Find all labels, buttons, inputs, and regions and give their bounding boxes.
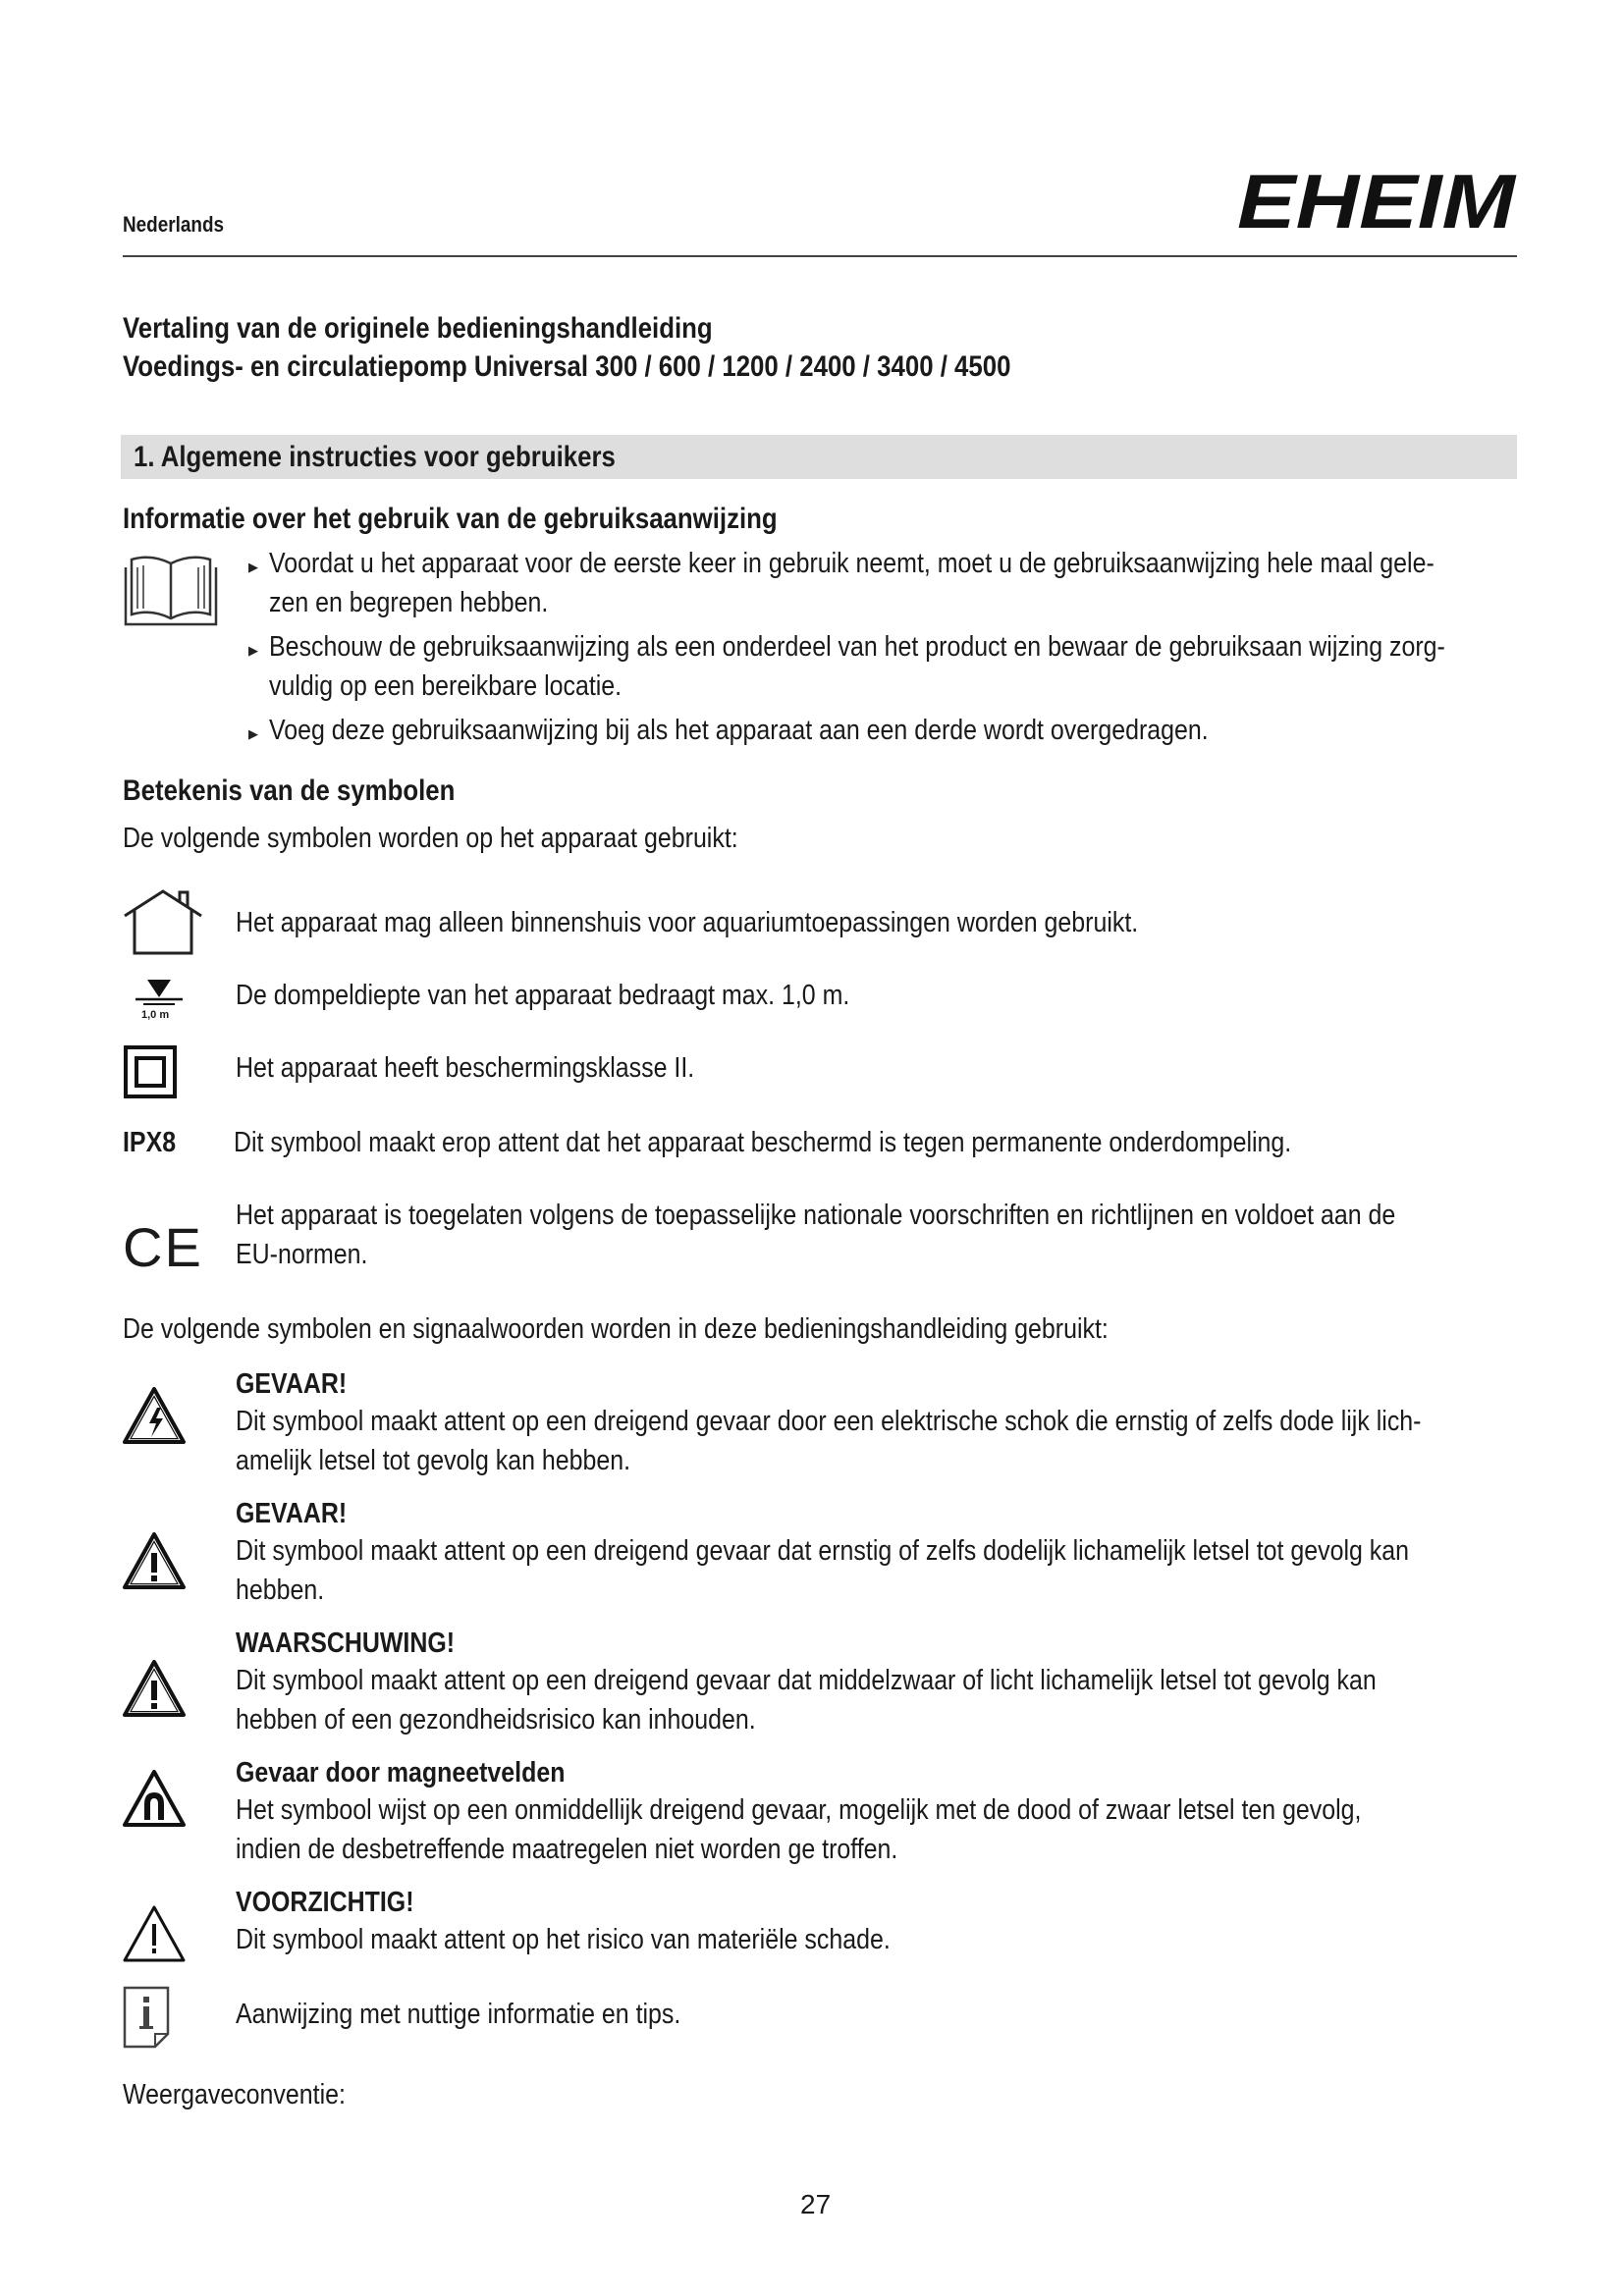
bullet-icon: ▶ (248, 726, 258, 741)
symbol-text-ipx8: Dit symbool maakt erop attent dat het apparaat beschermd is tegen permanente onderdompeling. (234, 1127, 1292, 1158)
signal-2-line1: Dit symbool maakt attent op een dreigend gevaar dat ernstig of zelfs dodelijk lichamelijk letsel tot gevolg kan (236, 1535, 1410, 1567)
display-convention-label: Weergaveconventie: (123, 2079, 346, 2110)
signals-intro: De volgende symbolen en signaalwoorden worden in deze bedieningshandleiding gebruikt: (123, 1313, 1109, 1345)
signal-4-line1: Het symbool wijst op een onmiddellijk dreigend gevaar, mogelijk met de dood of zwaar letsel ten gevolg, (236, 1794, 1362, 1826)
ipx8-label: IPX8 (123, 1127, 177, 1158)
signal-5-title: VOORZICHTIG! (236, 1887, 414, 1918)
symbol-text-ce-line2: EU-normen. (236, 1239, 368, 1270)
depth-icon-label: 1,0 m (141, 1009, 170, 1021)
symbol-text-class2: Het apparaat heeft beschermingsklasse II. (236, 1052, 695, 1084)
signal-6-text: Aanwijzing met nuttige informatie en tips. (236, 1999, 681, 2030)
signal-3-line2: hebben of een gezondheidsrisico kan inhouden. (236, 1704, 756, 1735)
signal-4-title: Gevaar door magneetvelden (236, 1757, 566, 1789)
language-label: Nederlands (123, 212, 225, 237)
electric-warning-icon (122, 1386, 187, 1445)
usage-bullet-2-line2: vuldig op een bereikbare locatie. (269, 670, 623, 702)
bullet-icon: ▶ (248, 643, 258, 658)
warning-icon (122, 1531, 187, 1590)
signal-2-line2: hebben. (236, 1575, 325, 1606)
section-heading-bar (121, 435, 1517, 479)
caution-icon (122, 1904, 187, 1963)
signal-5-text: Dit symbool maakt attent op het risico van materiële schade. (236, 1924, 891, 1955)
signal-1-title: GEVAAR! (236, 1368, 348, 1400)
svg-text:EHEIM: EHEIM (1237, 167, 1517, 238)
symbol-text-depth: De dompeldiepte van het apparaat bedraagt max. 1,0 m. (236, 980, 850, 1011)
symbols-heading: Betekenis van de symbolen (123, 774, 456, 807)
signal-3-title: WAARSCHUWING! (236, 1628, 456, 1659)
protection-class-icon (123, 1044, 178, 1099)
bullet-icon: ▶ (248, 560, 258, 574)
usage-info-heading: Informatie over het gebruik van de gebruiksaanwijzing (123, 503, 778, 535)
signal-3-line1: Dit symbool maakt attent op een dreigend gevaar dat middelzwaar of licht lichamelijk letsel tot gevolg kan (236, 1665, 1377, 1696)
doc-subtitle: Voedings- en circulatiepomp Universal 300 / 600 / 1200 / 2400 / 3400 / 4500 (123, 350, 1011, 383)
signal-1-line2: amelijk letsel tot gevolg kan hebben. (236, 1445, 631, 1476)
usage-bullet-1-line1: Voordat u het apparaat voor de eerste keer in gebruik neemt, moet u de gebruiksaanwijzing hele maal gele- (269, 548, 1435, 579)
header-divider (123, 255, 1517, 257)
symbol-text-indoor: Het apparaat mag alleen binnenshuis voor aquariumtoepassingen worden gebruikt. (236, 907, 1139, 938)
signal-4-line2: indien de desbetreffende maatregelen niet worden ge troffen. (236, 1834, 898, 1865)
doc-title: Vertaling van de originele bedieningshandleiding (123, 312, 713, 345)
ce-mark-icon: CE (123, 1216, 203, 1278)
signal-2-title: GEVAAR! (236, 1498, 348, 1529)
symbols-intro: De volgende symbolen worden op het apparaat gebruikt: (123, 823, 738, 854)
usage-bullet-1-line2: zen en begrepen hebben. (269, 587, 549, 618)
eheim-logo (1237, 167, 1517, 238)
book-icon (124, 552, 218, 628)
signal-1-line1: Dit symbool maakt attent op een dreigend gevaar door een elektrische schok die ernstig of zelfs dode lijk lich- (236, 1406, 1422, 1437)
usage-bullet-3: Voeg deze gebruiksaanwijzing bij als het apparaat aan een derde wordt overgedragen. (269, 715, 1209, 746)
symbol-text-ce-line1: Het apparaat is toegelaten volgens de toepasselijke nationale voorschriften en richtlijnen en voldoet aan de (236, 1200, 1396, 1231)
usage-bullet-2-line1: Beschouw de gebruiksaanwijzing als een onderdeel van het product en bewaar de gebruiksaan wijzing zorg- (269, 631, 1445, 663)
section-heading: 1. Algemene instructies voor gebruikers (134, 441, 616, 473)
info-note-icon (122, 1985, 171, 2050)
warning-icon (122, 1659, 187, 1718)
magnet-warning-icon (122, 1769, 187, 1828)
page-number: 27 (800, 2189, 832, 2219)
house-icon (123, 888, 203, 955)
